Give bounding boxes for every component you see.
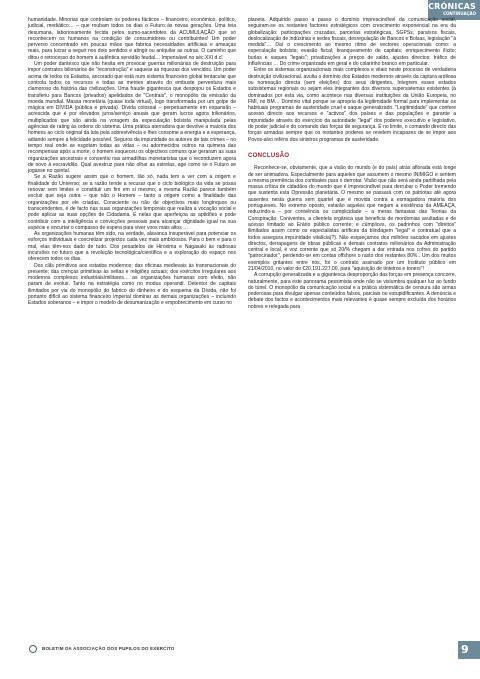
paragraph: Reconhece-se, obviamente, que a visão do mundo (e do país) atrás aflorada está longe de ser animadora. Especialmente para aqueles que assumem o mesmo INIMIGO e sentem a mesma premência dos combates para o derrotar. Visão que não será ainda partilhada pela massa crítica de cidadãos do mundo que é imprescindível para derrubar o Poder tremendo que sustenta esta Opressão planetária. O mesmo se passará com os patriotas até agora ausentes nesta guerra sem quartel que é movida contra a esmagadora maioria dos portugueses. No extremo oposto, estarão aqueles que negam a existência da AMEAÇA, reduzindo-a – por conivência ou cumplicidade – a meras fantasias das Teorias da Conspiração. Coniventes, a clientela orgânica que beneficia de mordomias avultadas e de acesso limitado ao Erário público corrente; e cúmplices, os padrinhos com "direitos" ilimitados assim como os especialistas artífices da blindagem "legal" e contratual que a todos assegura impunidade vitalícia(?). Não esqueçamos dos milhões sacados em ajustes directos, derrapagens de obras públicas e demais contratos milionários da Administração central e local, é voz corrente que só 20/% chegam a dar entrada nos cofres do partido "patrocinador", perdendo-se em contas offshore o rasto dos restantes 80%.. Um dos muitos exemplos gritantes entre nós, foi o contrato assinado por um Instituto público em 21/04/2010, no valor de €20.191.227,00, para "aquisição de tinteiros e toners"! xyxy=(248,165,456,272)
paragraph: Um poder dantesco que não hesita em provocar guerras milionárias de destruição para impor contratos bilionários de "reconstrução" e saquear as riquezas dos vencidos. Um poder acima de todos os Estados, ancorado que está num sistema financeiro global tentacular que controla todos os recursos e todas as mentes através do embuste perventura mais clamoroso da história das civilizações. Uma fraude gigantesca que despojou os Estados e transferiu para Bancos (privados) apelidados de "Centrais", o monopólio da emissão da moeda mundial. Massa monetária (quase toda virtual), logo transformada por um golpe de mágica em DÍVIDA (pública e privada). Dívida colossal – perpetuamente em expansão – acrescida que é por elevados juros/serviço anuais que geram lucros agora trilionários, multiplicados que são ainda na voragem da especulação bolsista manipulada pelas agências de rating às ordens do sistema. Uma prática aterradora que devolve a maioria dos homens ao ciclo original da luta pela sobrevivência e lhes consome a energia e a esperança, adiando sempre a felicidade possível. Seguros da impunidade os autores de tais crimes – no tempo real onde se esgotam todas as vidas – ou adormecidos outros na quimera das recompensas após a morte, o homem esqueceu os objectivos comuns que geraram as suas organizações ancestrais e consentiu nas armadilhas monetaristas que o reconduzem agora de novo à escravidão. Qual avestruz para não olhar as estrelas, age como se o Futuro se jogasse no quintal. xyxy=(28,61,236,175)
page-footer xyxy=(0,641,480,679)
right-column xyxy=(248,17,456,310)
paragraph: Dos clãs primitivos aos estados modernos; das oficinas medievais às transnacionais do presente; das crenças primitivas às seitas e religiões actuais; dos exércitos irregulares aos modernos complexos industriais/militares… as organizações humanas com efeito, não param de evoluir. Tanto na estratégia como no modus operandi. Detentor de capitais ilimitados por via do monopólio do fabrico do dinheiro e do esquema da Dívida, não foi portanto difícil ao sistema financeiro imperial dominar as demais organizações – incluindo Estados soberanos – e impor o modelo de desumanização e empobrecimento em curso no xyxy=(28,262,236,307)
publication-name: BOLETIM DA ASSOCIAÇÃO DOS PUPILOS DO EXÉRCITO xyxy=(42,646,175,651)
left-column xyxy=(28,17,236,307)
conclusion-heading: CONCLUSÃO xyxy=(248,152,290,159)
paragraph: humanidade. Minorias que controlam os poderes fácticos – financeiro, económico, político, judicial, mediático… – que roubam todos os dias o Futuro às novas gerações. Uma teia desumana, laboriosamente tecida pelos sumo-sacerdotes da ACUMULAÇÃO que só reconhecem os humanos na condição de consumidores ou contribuintes! Um poder perverso concentrado em poucas mãos que fabrica necessidades artificiais e ameaças reais, para lucrar a seguir nos dois sentidos e atingir ou aniquilar as outras. O caminho que ditou o retrocesso do homem à autêntica servidão feudal… Impensável no séc.XXI d.c! xyxy=(28,17,236,61)
association-seal-icon xyxy=(29,645,37,653)
paragraph: Se a Razão sugere assim que o homem, tão só, nada tem a ver com a origem e finalidade do Universo; se a razão tende a recusar que o ciclo biológico da vida se possa renovar sem limites e constituir um fim em si mesmo; a mesma Razão parece também excluir que seja outra – que não o Homem – tanto a origem como a finalidade das organizações por ele criadas. Consciente ou não de objectivos mais longínquos ou transcendentes, é de facto nas suas organizações temporais que realiza a vocação social e pode aplicar as suas opções de Cidadania. É nelas que aperfeiçoa as aptidões e pode contribuir com a inteligência e convicções pessoais para alcançar dignidade igual na sua espécie e encurtar o compasso de espera para viver voos mais altos … xyxy=(28,174,236,231)
paragraph: planeta. Adquirido passo a passo o domínio imprescindível da comunicação social, seguiram-se os restantes factores estratégicos com crescimento exponencial na era da globalização: participações cruzadas, parcerias estratégicas, SGPSs, paraísos fiscais, deslocalização de indústrias e sedes fiscais, desregulação de Bancos e Bolsas, legislação "à medida"… Daí o crescimento ao mesmo ritmo de vectores operacionais como: a especulação bolsista; evasão fiscal; branqueamento de capitais; enriquecimento ilícito; burlas e saques "legais"; privatizações a preços de saldo, ajustes directos; tráfico de influências … Do crime organizado em geral e do colarinho branco em particular. xyxy=(248,17,456,68)
section-subtitle: CONTINUAÇÃO xyxy=(443,11,476,16)
paragraph: As organizações humanas têm sido, na verdade, alavanca insuperável para potenciar os esforços individuais e concretizar projectos cada vez mais ambiciosos. Para o bem e para o mal, elas têm-nos dado de tudo. Dos pesadelos de Hiroxima e Nagasaki às radiosas incursões no futuro que a revolução tecnológica/científica e a exploração do espaço nos oferecem todos os dias. xyxy=(28,231,236,263)
paragraph: Entre os sistemas organizacionais mais complexos e vitais neste processo de verdadeira destruição civilizacional, avulta o domínio dos Estados modernos através da captura ardilosa ou nomeação directa (sem eleições) dos seus dirigentes. Integrem esses estados subsistemas regionais ou sejam eles integrantes dos diversos supersistemas existentes (à dominados por esta via, como acontece nas diversas instituições da União Europeia, no FMI, no BM… Domínio vital porque se apropria da legitimidade formal para implementar os habituais programas de austeridade cruel e saque generalizado. "Legitimidade" que confere acesso directo aos recursos e "activos" dos países e das populações e garante a impunidade através do exercício da autoridade "legal" dos poderes executivo e legislativo, do poder judicial e do comando das forças de segurança. É no limite, o comando directo das forças armadas sempre que os restantes poderes se revelem incapazes de se impor aos Povos-alvo reféns dos sinistros programas de austeridade. xyxy=(248,67,456,143)
section-title: CRÓNICAS xyxy=(428,2,476,11)
page-number: 9 xyxy=(461,643,469,656)
paragraph: A corrupção generalizada e a gigantesca desproporção das forças em presença concorre, naturalmente, para este panorama pessimista onde não se vislumbra qualquer luz ao fundo do túnel. O monopólio da comunicação social e a prática sistemática de censura são armas poderosas para divulgar apenas conteúdos falsos, parciais ou estupidificantes. A denúncia e debate dos factos e acontecimentos mais relevantes é quase sempre excluída dos horários nobres e relegada para xyxy=(248,272,456,310)
